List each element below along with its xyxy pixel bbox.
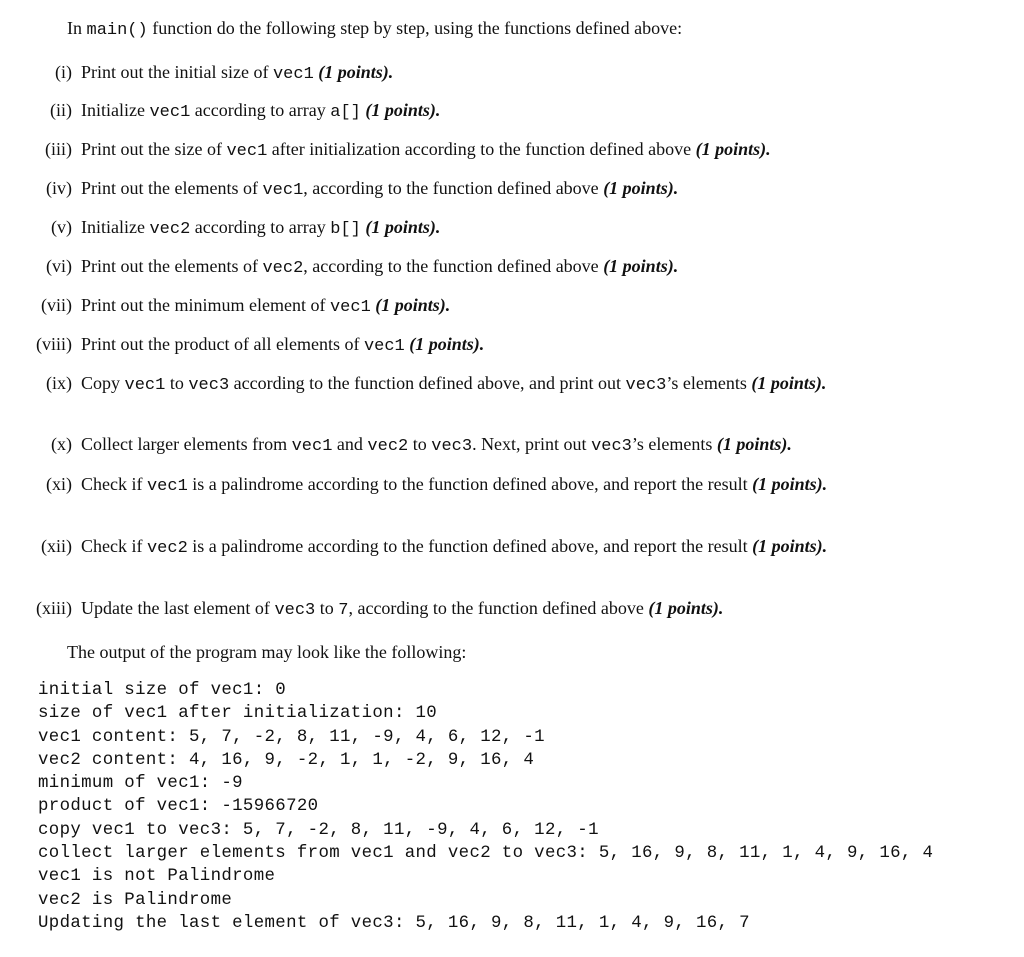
output-line: vec2 is Palindrome: [38, 890, 233, 910]
item-text: Print out the size of vec1 after initialization according to the function defined above (1 points).: [81, 139, 771, 161]
code-token: vec1: [363, 337, 405, 356]
code-token: vec3: [591, 437, 632, 456]
points-label: (1 points).: [598, 256, 679, 276]
item-text: Initialize vec1 according to array a[] (1 points).: [81, 100, 441, 122]
code-token: vec1: [329, 298, 371, 317]
item-text: Print out the elements of vec2, according to the function defined above (1 points).: [81, 256, 679, 278]
points-label: (1 points).: [313, 62, 394, 82]
output-line: Updating the last element of vec3: 5, 16, 9, 8, 11, 1, 4, 9, 16, 7: [38, 913, 750, 933]
item-number: (x): [51, 434, 72, 454]
intro-instruction: [67, 16, 682, 43]
output-line: copy vec1 to vec3: 5, 7, -2, 8, 11, -9, 4, 6, 12, -1: [38, 820, 599, 840]
item-text: Update the last element of vec3 to 7, according to the function defined above (1 points).: [81, 598, 724, 620]
item-text: Initialize vec2 according to array b[] (1 points).: [81, 217, 441, 239]
item-text: Copy vec1 to vec3 according to the function defined above, and print out vec3’s elements (1 points).: [81, 373, 827, 395]
item-number: (ii): [50, 100, 72, 120]
item-text: Check if vec2 is a palindrome according to the function defined above, and report the result (1 points).: [81, 536, 828, 558]
points-label: (1 points).: [404, 334, 485, 354]
item-text: Print out the elements of vec1, according to the function defined above (1 points).: [81, 178, 679, 200]
points-label: (1 points).: [747, 536, 828, 556]
item-number: (vi): [46, 256, 72, 276]
points-label: (1 points).: [691, 139, 771, 159]
code-token: vec2: [367, 437, 409, 456]
code-token: vec3: [431, 437, 473, 456]
code-token: vec3: [625, 376, 667, 395]
output-line: size of vec1 after initialization: 10: [38, 704, 438, 724]
intro-post: function do the following step by step, using the functions defined above:: [147, 18, 683, 38]
code-token: vec2: [146, 539, 188, 558]
code-token: b[]: [330, 220, 361, 239]
code-token: vec1: [146, 477, 188, 496]
item-number: (v): [51, 217, 72, 237]
code-token: vec1: [124, 376, 166, 395]
code-token: vec1: [272, 65, 314, 84]
code-token: vec1: [291, 437, 333, 456]
output-line: vec2 content: 4, 16, 9, -2, 1, 1, -2, 9, 16, 4: [38, 750, 535, 770]
code-token: vec1: [149, 103, 191, 122]
item-number: (i): [55, 62, 72, 82]
code-token: 7: [338, 601, 349, 620]
points-label: (1 points).: [712, 434, 792, 454]
points-label: (1 points).: [747, 474, 828, 494]
points-label: (1 points).: [598, 178, 679, 198]
item-number: (xii): [41, 536, 72, 556]
item-text: Check if vec1 is a palindrome according to the function defined above, and report the result (1 points).: [81, 474, 828, 496]
output-line: initial size of vec1: 0: [38, 681, 287, 700]
output-line: vec1 is not Palindrome: [38, 867, 276, 887]
code-token: vec3: [274, 601, 316, 620]
item-text: Print out the product of all elements of vec1 (1 points).: [81, 334, 485, 356]
output-line: collect larger elements from vec1 and vec2 to vec3: 5, 16, 9, 8, 11, 1, 4, 9, 16, 4: [38, 844, 934, 864]
item-text: Print out the minimum element of vec1 (1 points).: [81, 295, 451, 317]
item-number: (ix): [46, 373, 72, 393]
item-number: (iii): [45, 139, 72, 159]
output-intro: The output of the program may look like the following:: [67, 642, 467, 662]
output-line: product of vec1: -15966720: [38, 797, 319, 817]
code-token: vec3: [188, 376, 230, 395]
item-number: (xiii): [36, 598, 72, 618]
points-label: (1 points).: [643, 598, 724, 618]
intro-pre: In: [67, 18, 82, 38]
output-line: vec1 content: 5, 7, -2, 8, 11, -9, 4, 6, 12, -1: [38, 727, 545, 747]
points-label: (1 points).: [370, 295, 451, 315]
code-token: vec1: [262, 181, 304, 200]
item-text: Collect larger elements from vec1 and vec2 to vec3. Next, print out vec3’s elements (1 points).: [81, 434, 792, 456]
item-number: (viii): [36, 334, 72, 354]
item-number: (vii): [41, 295, 72, 315]
item-text: Print out the initial size of vec1 (1 points).: [81, 62, 394, 84]
code-token: vec1: [226, 142, 268, 161]
points-label: (1 points).: [360, 100, 441, 120]
code-token: a[]: [330, 103, 361, 122]
main-function-code: main(): [86, 21, 148, 40]
points-label: (1 points).: [746, 373, 827, 393]
item-number: (iv): [46, 178, 72, 198]
code-token: vec2: [149, 220, 191, 239]
points-label: (1 points).: [360, 217, 441, 237]
program-output: [38, 679, 933, 935]
item-number: (xi): [46, 474, 72, 494]
output-line: minimum of vec1: -9: [38, 774, 243, 794]
code-token: vec2: [262, 259, 304, 278]
